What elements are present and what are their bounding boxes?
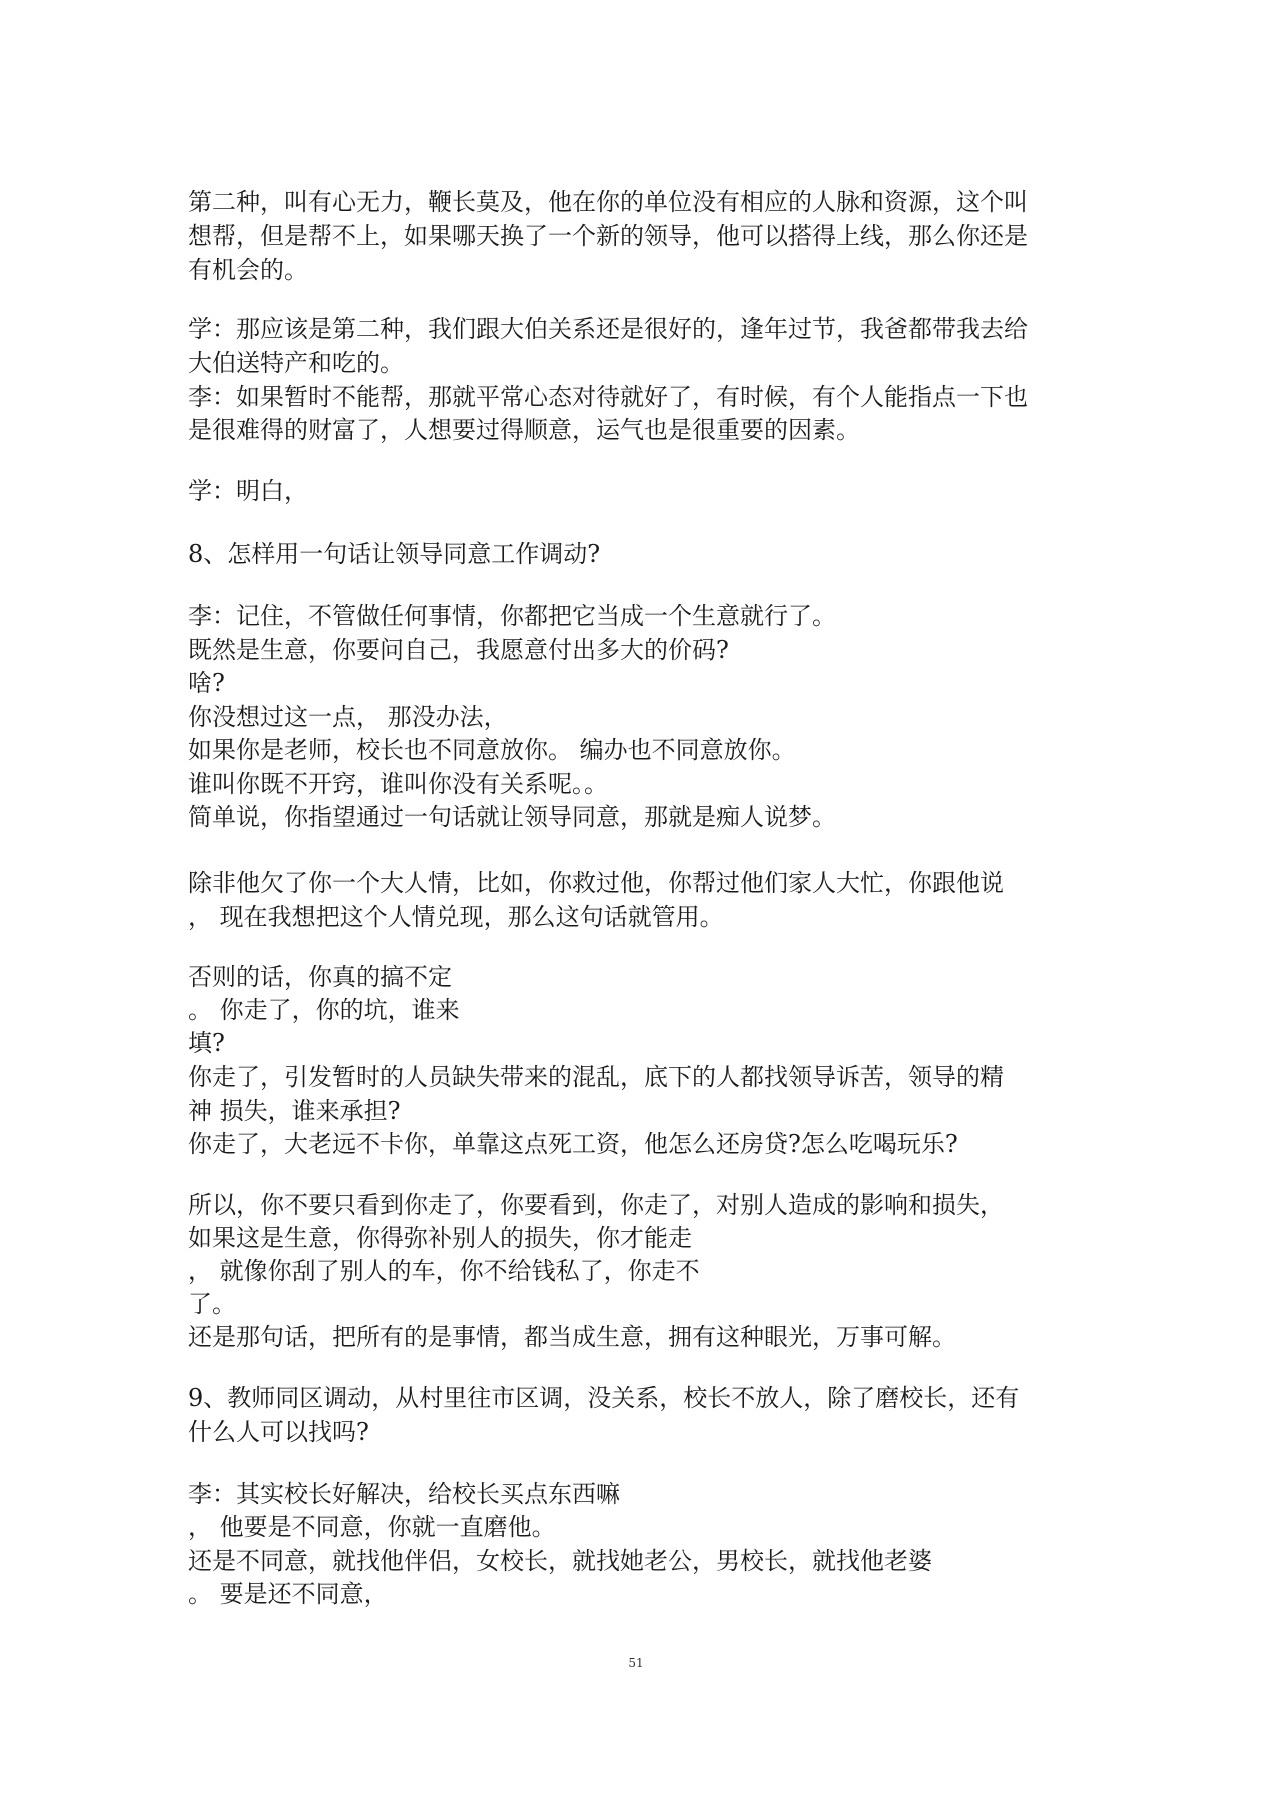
text-line: 学：那应该是第二种，我们跟大伯关系还是很好的，逢年过节，我爸都带我去给 <box>188 315 1028 343</box>
text-line: 李：其实校长好解决，给校长买点东西嘛 <box>188 1480 620 1508</box>
text-line: 谁叫你既不开窍，谁叫你没有关系呢。。 <box>188 770 608 798</box>
text-line: 简单说，你指望通过一句话就让领导同意，那就是痴人说梦。 <box>188 803 836 831</box>
text-line: 填? <box>188 1029 225 1057</box>
text-line: 是很难得的财富了，人想要过得顺意，运气也是很重要的因素。 <box>188 416 860 444</box>
text-line: 还是那句话，把所有的是事情，都当成生意，拥有这种眼光，万事可解。 <box>188 1323 956 1351</box>
text-line: ， 就像你刮了别人的车，你不给钱私了，你走不 <box>188 1257 700 1285</box>
text-line: 除非他欠了你一个大人情，比如，你救过他，你帮过他们家人大忙，你跟他说 <box>188 869 1004 897</box>
text-line: ， 他要是不同意，你就一直磨他。 <box>188 1513 556 1541</box>
text-line: 既然是生意，你要问自己，我愿意付出多大的价码? <box>188 636 729 664</box>
text-line: 有机会的。 <box>188 256 308 284</box>
text-line: 李：如果暂时不能帮，那就平常心态对待就好了，有时候，有个人能指点一下也 <box>188 383 1028 411</box>
text-line: 李：记住，不管做任何事情，你都把它当成一个生意就行了。 <box>188 602 836 630</box>
section-heading: 8、怎样用一句话让领导同意工作调动? <box>188 540 601 568</box>
text-line: 神 损失，谁来承担? <box>188 1097 401 1125</box>
section-heading: 什么人可以找吗? <box>188 1418 369 1446</box>
text-line: 啥? <box>188 669 225 697</box>
section-heading: 9、教师同区调动，从村里往市区调，没关系，校长不放人，除了磨校长，还有 <box>188 1384 1020 1412</box>
text-line: 学：明白， <box>188 477 308 505</box>
text-line: 所以，你不要只看到你走了，你要看到，你走了，对别人造成的影响和损失， <box>188 1191 1004 1219</box>
text-line: 。 要是还不同意， <box>188 1580 388 1608</box>
text-line: 如果这是生意，你得弥补别人的损失，你才能走 <box>188 1224 692 1252</box>
text-line: 还是不同意，就找他伴侣，女校长，就找她老公，男校长，就找他老婆 <box>188 1547 932 1575</box>
text-line: 了。 <box>188 1290 236 1318</box>
text-line: ， 现在我想把这个人情兑现，那么这句话就管用。 <box>188 903 724 931</box>
text-line: 如果你是老师，校长也不同意放你。 编办也不同意放你。 <box>188 736 796 764</box>
text-line: 否则的话，你真的搞不定 <box>188 963 452 991</box>
text-line: 大伯送特产和吃的。 <box>188 349 404 377</box>
text-line: 想帮，但是帮不上，如果哪天换了一个新的领导，他可以搭得上线，那么你还是 <box>188 222 1028 250</box>
text-line: 第二种，叫有心无力，鞭长莫及，他在你的单位没有相应的人脉和资源，这个叫 <box>188 188 1028 216</box>
text-line: 你走了，大老远不卡你，单靠这点死工资，他怎么还房贷?怎么吃喝玩乐? <box>188 1130 958 1158</box>
page-number: 51 <box>628 1656 644 1670</box>
text-line: 你走了，引发暂时的人员缺失带来的混乱，底下的人都找领导诉苦，领导的精 <box>188 1063 1004 1091</box>
text-line: 你没想过这一点， 那没办法， <box>188 703 508 731</box>
text-line: 。 你走了，你的坑，谁来 <box>188 996 460 1024</box>
